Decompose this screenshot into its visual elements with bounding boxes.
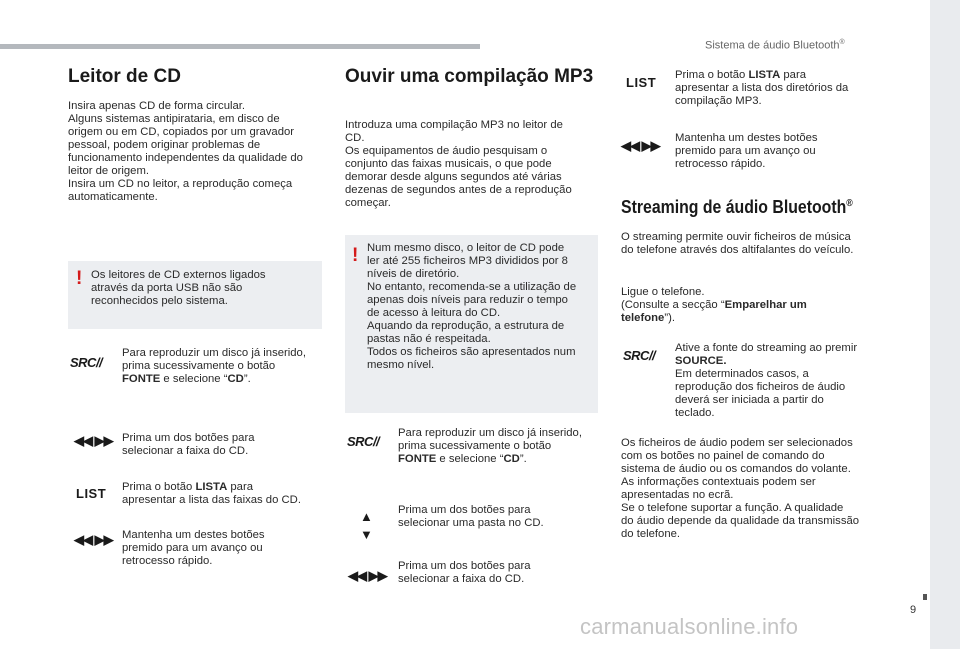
warning-icon: ! [352,245,359,266]
mp3-track-instruction: Prima um dos botões para selecionar a faixa do CD. [398,560,531,585]
src-button-icon: SRC// [70,355,103,370]
cd-list-instruction: Prima o botão LISTA para apresentar a lista das faixas do CD. [122,481,301,506]
page-number: 9 [910,604,917,616]
mp3-folder-instruction: Prima um dos botões para selecionar uma pasta no CD. [398,504,544,529]
bt-source-instruction: Ative a fonte do streaming ao premir SOURCE. Em determinados casos, a reprodução dos ficheiros de áudio deverá ser iniciada a partir do teclado. [675,342,858,419]
section-title-cd: Leitor de CD [68,66,181,87]
mp3-intro: Introduza uma compilação MP3 no leitor de CD. Os equipamentos de áudio pesquisam o conjunto das faixas musicais, o que pode demorar desde alguns segundos até várias dezenas de segundos antes de a reprodução começar. [345,119,572,209]
folder-down-icon: ▼ [360,527,373,542]
bt-connect-text: Ligue o telefone. (Consulte a secção “Emparelhar um telefone”). [621,286,807,324]
mp3-hold-instruction: Mantenha um destes botões premido para um avanço ou retrocesso rápido. [675,132,818,170]
fast-seek-arrows-icon: ◀◀ ▶▶ [74,532,113,547]
list-button-icon: LIST [626,75,657,90]
bt-outro: Os ficheiros de áudio podem ser selecionados com os botões no painel de comando do sistema de áudio ou os comandos do volante. As informações contextuais podem ser apresentadas no ecrã. Se o telefone suportar a função. A qualidade do áudio depende da qualidade da transmissão do telefone. [621,437,860,540]
cd-src-instruction: Para reproduzir um disco já inserido, prima sucessivamente o botão FONTE e selecione “CD”. [122,347,306,385]
warning-text-mp3: Num mesmo disco, o leitor de CD pode ler até 255 ficheiros MP3 divididos por 8 níveis de diretório. No entanto, recomenda-se a utilização de apenas dois níveis para reduzir o tempo de acesso à leitura do CD. Aquando da reprodução, a estrutura de pastas não é respeitada. Todos os ficheiros são apresentados num mesmo nível. [367,242,577,371]
warning-text-usb: Os leitores de CD externos ligados através da porta USB não são reconhecidos pelo sistema. [91,269,266,307]
running-header: Sistema de áudio Bluetooth® [705,39,845,52]
cd-track-instruction: Prima um dos botões para selecionar a faixa do CD. [122,432,255,457]
list-button-icon: LIST [76,486,107,501]
src-button-icon: SRC// [347,434,380,449]
header-bar [0,44,480,49]
watermark: carmanualsonline.info [580,614,799,639]
bt-intro: O streaming permite ouvir ficheiros de música do telefone através dos altifalantes do veículo. [621,231,854,256]
seek-arrows-icon: ◀◀ ▶▶ [74,433,113,448]
cd-intro: Insira apenas CD de forma circular. Alguns sistemas antipirataria, em disco de origem ou em CD, copiados por um gravador pessoal, podem originar problemas de funcionamento independentes da qualidade do leitor de origem. Insira um CD no leitor, a reprodução começa automaticamente. [68,100,303,203]
fast-seek-arrows-icon: ◀◀ ▶▶ [621,138,660,153]
mp3-list-instruction: Prima o botão LISTA para apresentar a lista dos diretórios da compilação MP3. [675,69,849,107]
seek-arrows-icon: ◀◀ ▶▶ [348,568,387,583]
section-title-bluetooth: Streaming de áudio Bluetooth® [621,197,853,217]
folder-up-icon: ▲ [360,509,373,524]
page-sidebar [930,0,960,649]
page-marker [923,594,927,600]
warning-icon: ! [76,268,83,289]
section-title-mp3: Ouvir uma compilação MP3 [345,66,594,87]
src-button-icon: SRC// [623,348,656,363]
mp3-src-instruction: Para reproduzir um disco já inserido, prima sucessivamente o botão FONTE e selecione “CD”. [398,427,582,465]
cd-hold-instruction: Mantenha um destes botões premido para um avanço ou retrocesso rápido. [122,529,265,567]
